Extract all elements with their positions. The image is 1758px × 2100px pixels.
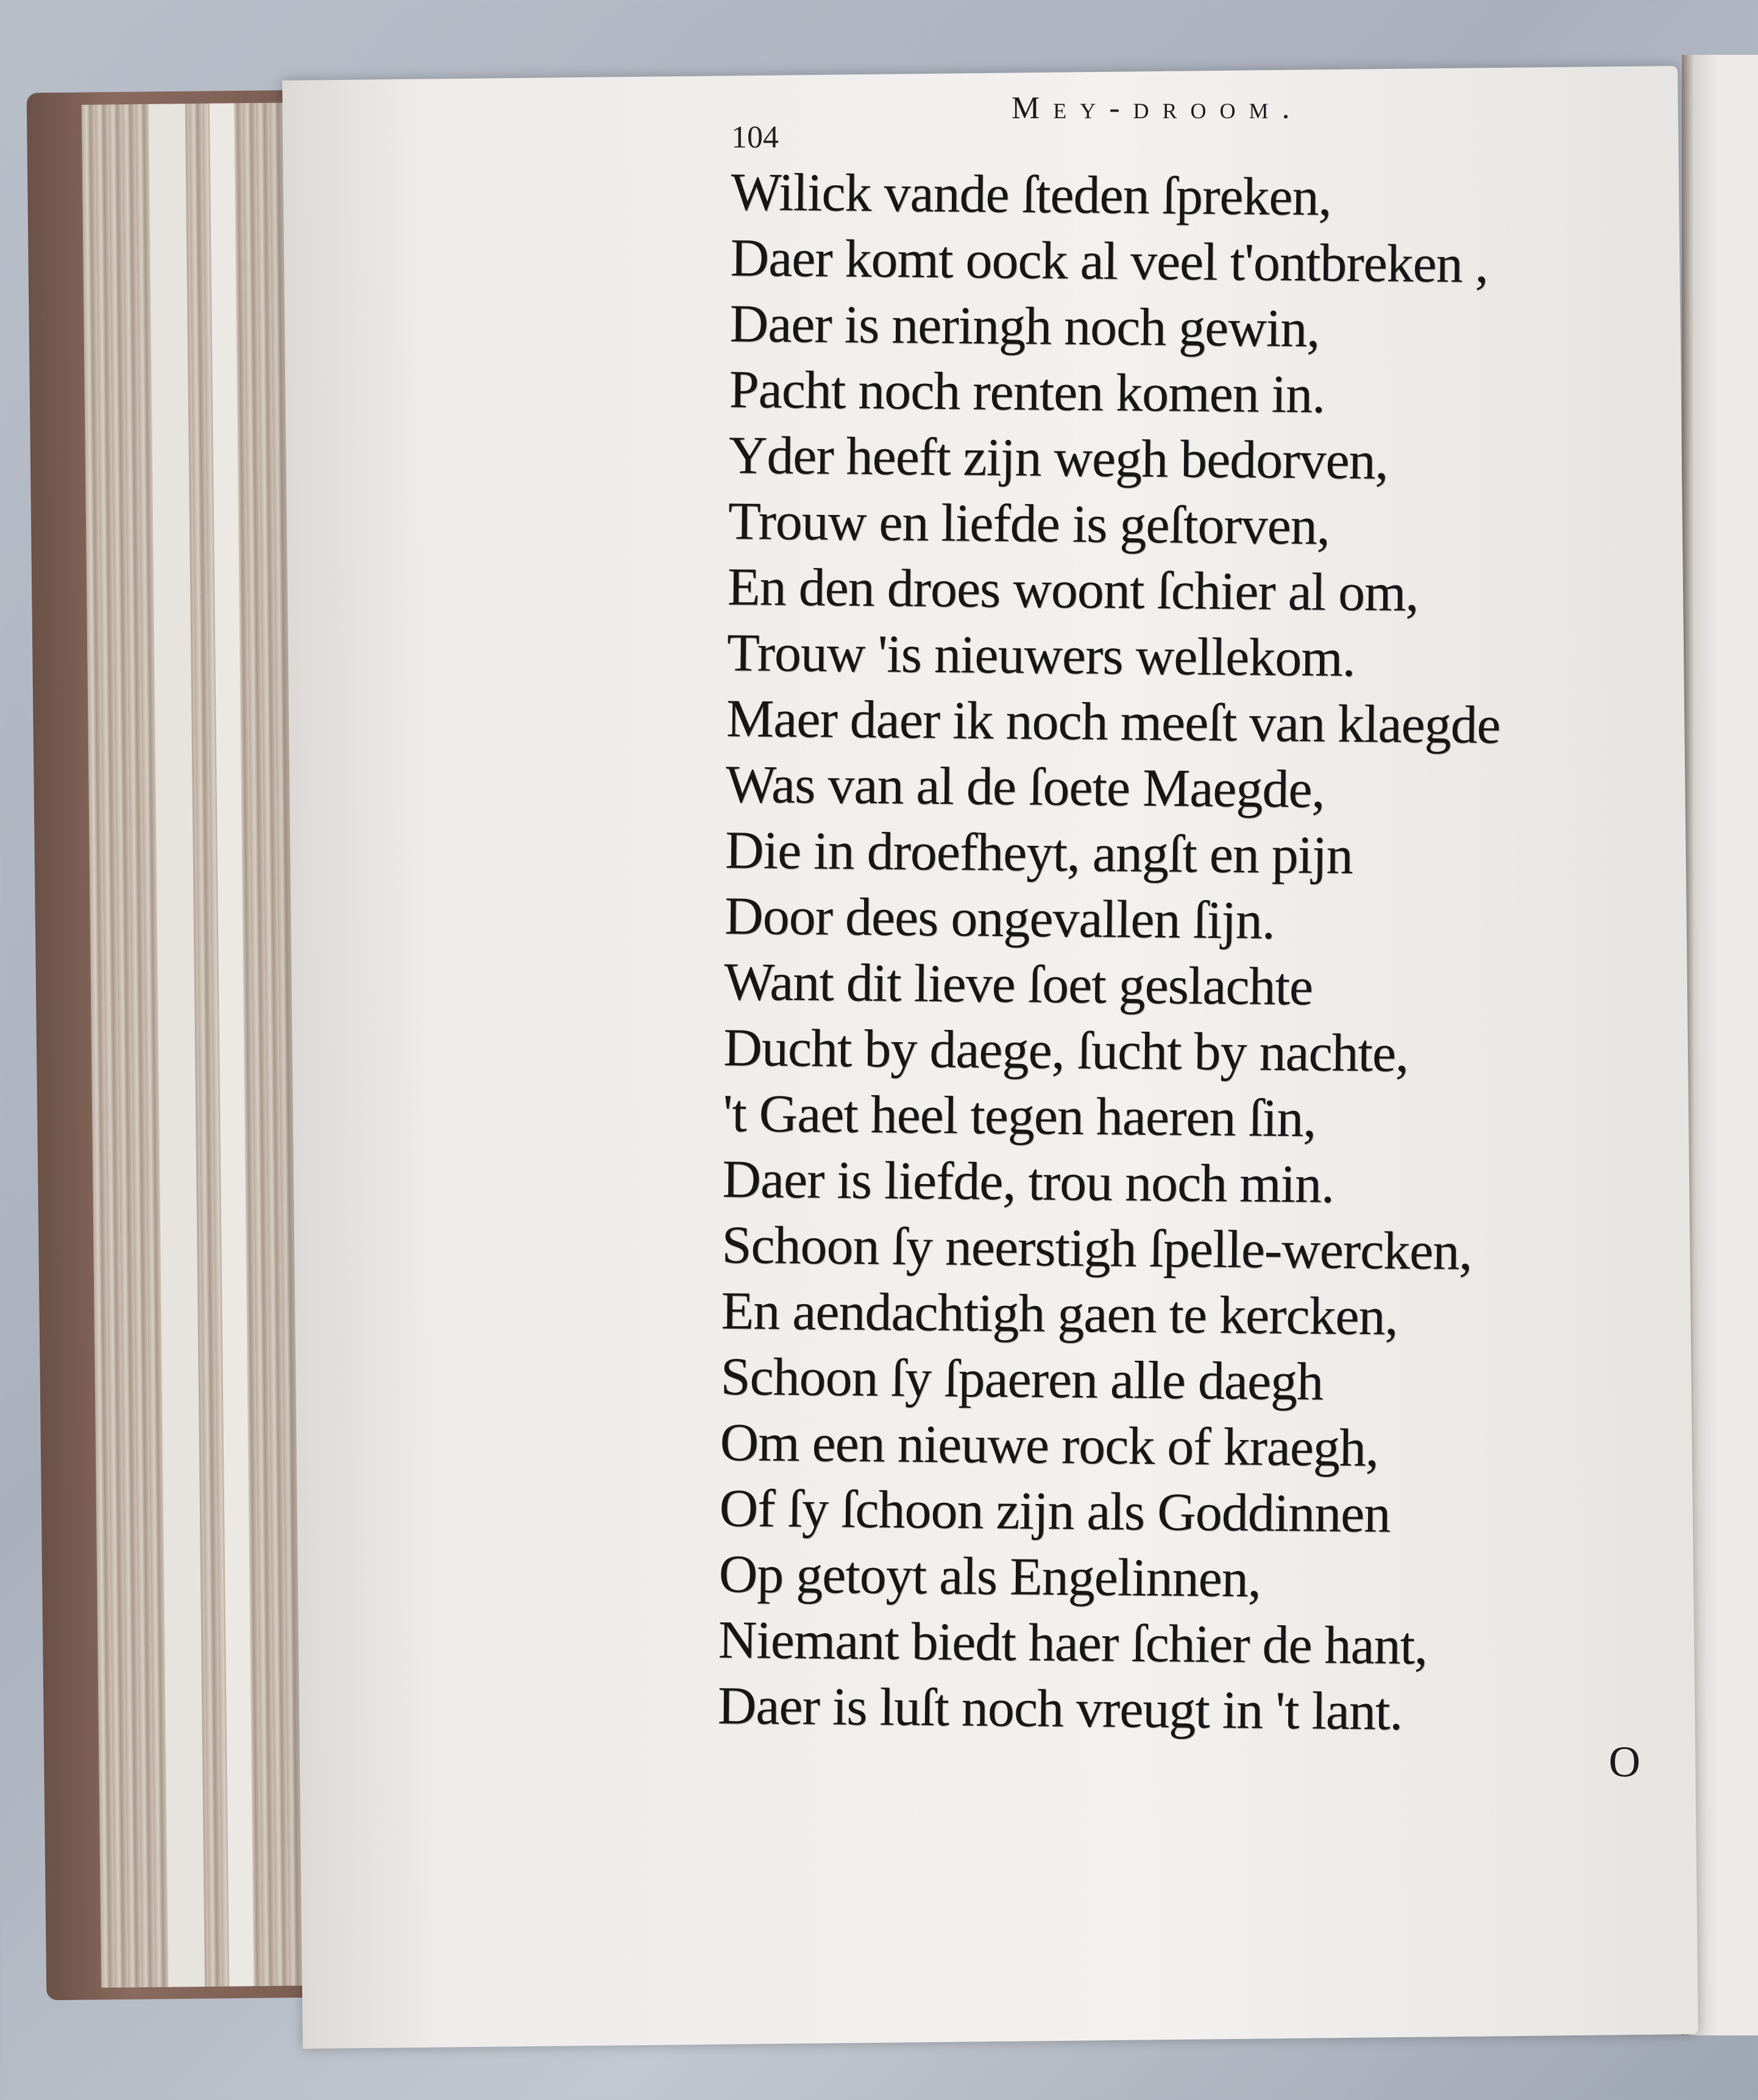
page-edges: [82, 102, 321, 1988]
verse-line: Trouw 'is nieuwers wellekom.: [726, 623, 1356, 688]
verse-line: Daer is neringh noch gewin,: [729, 294, 1320, 359]
page-number: 104: [731, 120, 779, 155]
verse-line: Trouw en liefde is geſtorven,: [728, 491, 1330, 556]
verse-line: Want dit lieve ſoet geslachte: [723, 952, 1313, 1017]
verse-line: Pacht noch renten komen in.: [729, 360, 1325, 425]
verse-line: En aendachtigh gaen te kercken,: [721, 1281, 1398, 1347]
verse-line: Ducht by daege, ſucht by nachte,: [723, 1018, 1409, 1084]
verse-line: Daer is liefde, trou noch min.: [721, 1149, 1334, 1215]
catchword: O: [1609, 1737, 1640, 1786]
verse-line: Schoon ſy ſpaeren alle daegh: [720, 1347, 1324, 1412]
poem-text: [717, 160, 1682, 1748]
verse-line: Door dees ongevallen ſijn.: [724, 886, 1275, 951]
verse-line: Was van al de ſoete Maegde,: [725, 754, 1325, 820]
verse-line: Op getoyt als Engelinnen,: [718, 1544, 1261, 1609]
verse-line: Niemant biedt haer ſchier de hant,: [718, 1610, 1428, 1676]
verse-line: 't Gaet heel tegen haeren ſin,: [722, 1084, 1316, 1149]
verse-line: En den droes woont ſchier al om,: [727, 557, 1419, 623]
running-head: Mey-droom.: [1012, 91, 1303, 126]
verse-line: Yder heeft zijn wegh bedorven,: [728, 425, 1388, 491]
verse-line: Daer is luſt noch vreugt in 't lant.: [717, 1676, 1403, 1742]
verse-line: Wilick vande ſteden ſpreken,: [731, 162, 1331, 227]
verse-line: Maer daer ik noch meeſt van klaegde: [726, 689, 1501, 756]
verse-line: Die in droefheyt, angſt en pijn: [725, 820, 1353, 885]
verse-line: Schoon ſy neerstigh ſpelle-wercken,: [721, 1215, 1472, 1282]
verse-line: Of ſy ſchoon zijn als Goddinnen: [719, 1478, 1391, 1544]
verse-line: Daer komt oock al veel t'ontbreken ,: [730, 228, 1489, 294]
verse-line: Om een nieuwe rock of kraegh,: [720, 1413, 1379, 1478]
